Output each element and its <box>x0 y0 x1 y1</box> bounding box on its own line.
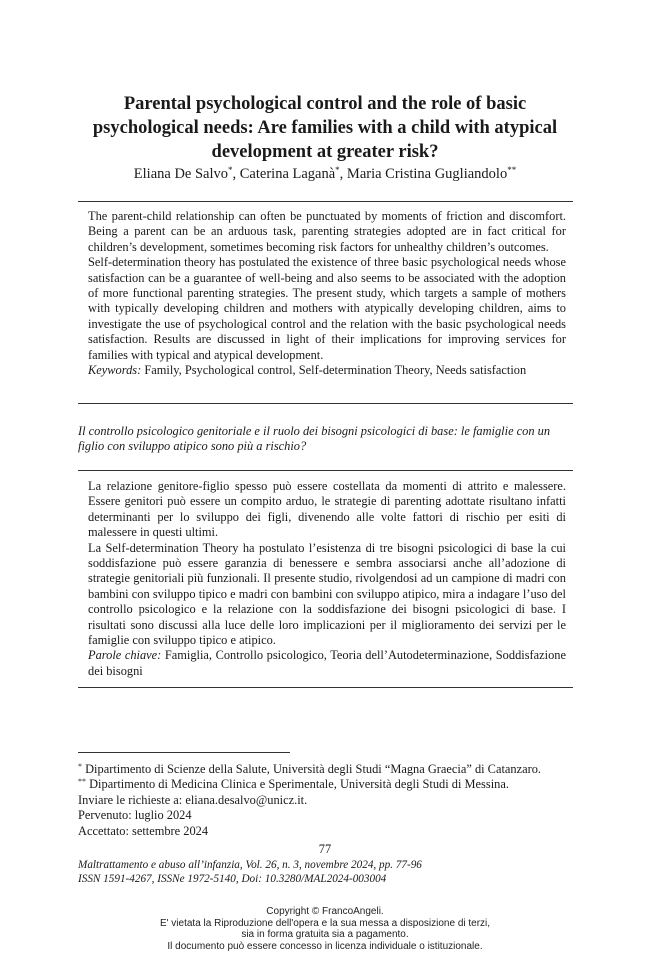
copyright-line: sia in forma gratuita sia a pagamento. <box>241 929 409 941</box>
abstract-paragraph: Self-determination theory has postulated the existence of three basic psychological needs whose satisfaction can be a guarantee of well-being and also seems to be associated with the adoption of more functional parenting strategies. The present study, which targets a sample of mothers with typically developing children and mothers with atypically developing children, aims to investigate the use of psychological control and the relation with the basic psychological needs satisfaction. Results are discussed in light of their implications for improving services for families with typical and atypical development. <box>88 255 566 362</box>
copyright-line: Copyright © FrancoAngeli. <box>266 906 384 917</box>
author-separator: , <box>232 166 240 182</box>
abstract-paragraph: La relazione genitore-figlio spesso può essere costellata da momenti di attrito e malessere. Essere genitori può essere un compito arduo, le strategie di parenting adottate risultano infatti determinanti per lo sviluppo dei figli, divenendo alle volte fattori di rischio per esiti di malessere in questi ultimi. <box>88 479 566 540</box>
footnotes <box>78 762 573 839</box>
author-name: Eliana De Salvo <box>133 166 229 182</box>
footnote-accepted: Accettato: settembre 2024 <box>78 823 209 838</box>
journal-citation <box>78 858 573 886</box>
keywords-line <box>88 363 566 378</box>
author-name: Maria Cristina Gugliandolo <box>346 166 508 182</box>
article-title: Parental psychological control and the role of basic psychological needs: Are families with a child with atypical development at greater risk? <box>92 94 558 162</box>
copyright-line: Il documento può essere concesso in licenza individuale o istituzionale. <box>167 940 483 952</box>
keywords-label: Keywords: <box>88 363 142 378</box>
page-number: 77 <box>318 842 332 856</box>
abstract-it-top-rule <box>78 470 573 471</box>
copyright-notice <box>0 906 650 952</box>
footnote-affiliation <box>78 777 573 792</box>
keywords-text: Family, Psychological control, Self-determination Theory, Needs satisfaction <box>144 363 527 378</box>
author-list <box>80 165 570 183</box>
keywords-line <box>88 648 566 679</box>
footnote-text: Dipartimento di Medicina Clinica e Sperimentale, Università degli Studi di Messina. <box>89 777 509 792</box>
abstract-paragraph: La Self-determination Theory ha postulato l’esistenza di tre bisogni psicologici di base la cui soddisfazione può essere garanzia di benessere e sembra associarsi anche all’adozione di strategie genitoriali più funzionali. Il presente studio, rivolgendosi ad un campione di madri con bambini con sviluppo tipico e madri con bambini con sviluppo atipico, mira a indagare l’uso del controllo psicologico e la relazione con la soddisfazione dei bisogni psicologici di base. I risultati sono discussi alla luce delle loro implicazioni per il miglioramento dei servizi per le famiglie con sviluppo tipico e atipico. <box>88 540 566 648</box>
footnote-contact: Inviare le richieste a: eliana.desalvo@unicz.it. <box>78 792 308 807</box>
author-separator: , <box>339 166 347 182</box>
footnote-text: Dipartimento di Scienze della Salute, Università degli Studi “Magna Graecia” di Catanzaro. <box>85 762 541 776</box>
copyright-line: E' vietata la Riproduzione dell'opera e la sua messa a disposizione di terzi, <box>159 917 491 929</box>
affiliation-mark: * <box>228 165 233 175</box>
abstract-en-bottom-rule <box>78 403 573 404</box>
abstract-it <box>88 479 566 679</box>
footnote-rule <box>78 752 290 753</box>
italian-title: Il controllo psicologico genitoriale e il ruolo dei bisogni psicologici di base: le famiglie con un figlio con sviluppo atipico sono più a rischio? <box>78 424 551 454</box>
author-name: Caterina Laganà <box>239 166 336 182</box>
journal-line: Maltrattamento e abuso all’infanzia, Vol. 26, n. 3, novembre 2024, pp. 77-96 <box>78 859 422 871</box>
abstract-it-bottom-rule <box>78 687 573 688</box>
footnote-affiliation <box>78 762 573 777</box>
affiliation-mark: ** <box>507 165 517 175</box>
journal-line: ISSN 1591-4267, ISSNe 1972-5140, Doi: 10.3280/MAL2024-003004 <box>78 873 387 885</box>
footnote-received: Pervenuto: luglio 2024 <box>78 808 192 823</box>
footnote-mark: ** <box>78 777 86 787</box>
abstract-en-top-rule <box>78 201 573 202</box>
affiliation-mark: * <box>335 165 340 175</box>
abstract-en <box>88 209 566 378</box>
keywords-text: Famiglia, Controllo psicologico, Teoria dell’Autodeterminazione, Soddisfazione dei bisogni <box>88 648 566 678</box>
footnote-mark: * <box>78 762 82 771</box>
abstract-paragraph: The parent-child relationship can often be punctuated by moments of friction and discomfort. Being a parent can be an arduous task, parenting strategies adopted are in fact critical for children’s development, sometimes becoming risk factors for unhealthy children’s outcomes. <box>88 209 566 254</box>
keywords-label: Parole chiave: <box>88 648 162 663</box>
